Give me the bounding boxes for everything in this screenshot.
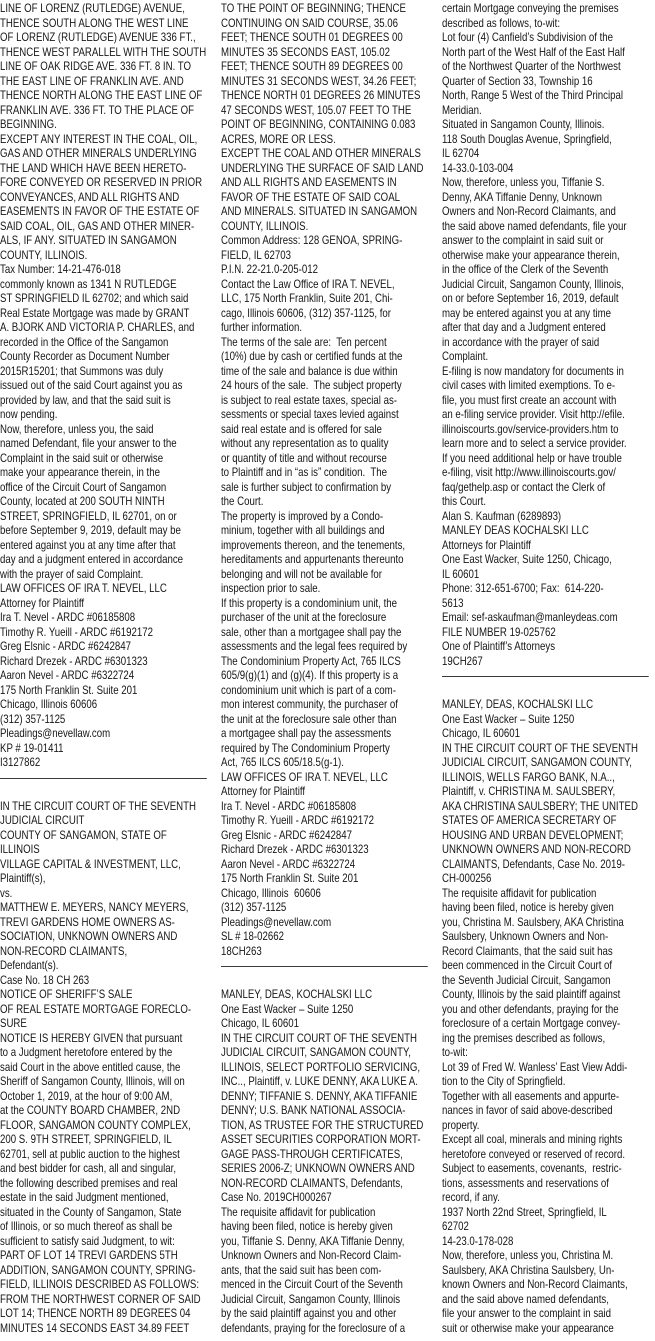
text-line: NON-RECORD CLAIMANTS, bbox=[0, 943, 128, 958]
text-line: Chicago, IL 60601 bbox=[221, 1016, 300, 1030]
text-line: P.I.N. 22-21.0-205-012 bbox=[221, 262, 318, 276]
text-line: OF LORENZ (RUTLEDGE) AVENUE 336 FT., bbox=[0, 30, 196, 44]
text-line: Together with all easements and appurte- bbox=[442, 1088, 620, 1103]
text-line: ALS, IF ANY. SITUATED IN SANGAMON bbox=[0, 233, 177, 247]
text-line: The Condominium Property Act, 765 ILCS bbox=[221, 653, 401, 668]
text-line: Case No. 18 CH 263 bbox=[0, 972, 90, 987]
text-line: CLAIMANTS, Defendants, Case No. 2019- bbox=[442, 856, 625, 871]
text-line: named Defendant, file your answer to the bbox=[0, 436, 177, 450]
text-line: Now, therefore, unless you, the said bbox=[0, 421, 154, 436]
text-line: ants, that the said suit has been com- bbox=[221, 1262, 382, 1277]
text-line: belonging and will not be available for bbox=[221, 566, 383, 581]
text-line: DENNY; TIFFANIE S. DENNY, AKA TIFFANIE bbox=[221, 1088, 418, 1103]
text-line: 62702 bbox=[442, 1219, 469, 1233]
text-line: Tax Number: 14-21-476-018 bbox=[0, 262, 121, 276]
text-line: in accordance with the prayer of said bbox=[442, 334, 600, 349]
text-line: Ira T. Nevel - ARDC #06185808 bbox=[0, 610, 136, 624]
text-line: County, located at 200 SOUTH NINTH bbox=[0, 494, 165, 508]
text-line: 14-33.0-103-004 bbox=[442, 160, 514, 175]
text-line: FIELD, IL 62703 bbox=[221, 247, 291, 262]
text-line: STATES OF AMERICA SECRETARY OF bbox=[442, 813, 617, 827]
text-line: HOUSING AND URBAN DEVELOPMENT; bbox=[442, 827, 624, 842]
text-line: of Illinois, or so much thereof as shall be bbox=[0, 1219, 173, 1233]
text-line: FLOOR, SANGAMON COUNTY COMPLEX, bbox=[0, 1117, 191, 1132]
text-line: IN THE CIRCUIT COURT OF THE SEVENTH bbox=[0, 798, 196, 813]
text-line: Now, therefore, unless you, Christina M. bbox=[442, 1248, 614, 1262]
text-line: ADDITION, SANGAMON COUNTY, SPRING- bbox=[0, 1262, 196, 1277]
text-line: KP # 19-01411 bbox=[0, 740, 64, 755]
text-line: October 1, 2019, at the hour of 9:00 AM, bbox=[0, 1088, 173, 1103]
notice-sheriffs-sale-18ch263-continued bbox=[221, 1, 428, 958]
text-line: Situated in Sangamon County, Illinois. bbox=[442, 117, 605, 131]
text-line: Ira T. Nevel - ARDC #06185808 bbox=[221, 798, 357, 813]
text-line: CONVEYANCES, AND ALL RIGHTS AND bbox=[0, 189, 180, 204]
text-line: Attorneys for Plaintiff bbox=[442, 537, 531, 552]
text-line: nances in favor of said above-described bbox=[442, 1103, 613, 1117]
text-line: Subject to easements, covenants, restric- bbox=[442, 1161, 622, 1175]
text-line: Lot four (4) Canfield’s Subdivision of the bbox=[442, 30, 614, 44]
text-line: LLC, 175 North Franklin, Suite 201, Chi- bbox=[221, 291, 393, 305]
column-1-content bbox=[0, 1, 207, 1335]
text-line: having been filed, notice is hereby given bbox=[442, 900, 614, 914]
text-line: commonly known as 1341 N RUTLEDGE bbox=[0, 276, 177, 291]
text-line: SL # 18-02662 bbox=[221, 929, 284, 943]
text-line: Pleadings@nevellaw.com bbox=[0, 726, 111, 740]
text-line: A. BJORK AND VICTORIA P. CHARLES, and bbox=[0, 320, 195, 334]
text-line: 2015R15201; that Summons was duly bbox=[0, 363, 164, 378]
text-line: AND MINERALS. SITUATED IN SANGAMON bbox=[221, 204, 418, 218]
text-line: with the prayer of said Complaint. bbox=[0, 566, 144, 581]
text-line: civil cases with limited exemptions. To e- bbox=[442, 378, 616, 392]
text-line: LAW OFFICES OF IRA T. NEVEL, LLC bbox=[0, 581, 167, 595]
text-line: Saulsbery, AKA Christina Saulsbery, Un- bbox=[442, 1262, 615, 1277]
text-line: Plaintiff, v. CHRISTINA M. SAULSBERY, bbox=[442, 784, 616, 798]
text-line: Aaron Nevel - ARDC #6322724 bbox=[221, 856, 356, 871]
text-line: heretofore conveyed or reserved of record. bbox=[442, 1146, 626, 1161]
text-line: THENCE NORTH ALONG THE EAST LINE OF bbox=[0, 88, 203, 102]
text-line: property. bbox=[442, 1117, 480, 1132]
text-line: AKA CHRISTINA SAULSBERY; THE UNITED bbox=[442, 798, 638, 813]
text-line: provided by law, and that the said suit is bbox=[0, 392, 171, 407]
text-line: NON-RECORD CLAIMANTS, Defendants, bbox=[221, 1175, 403, 1190]
text-line: you, Tiffanie S. Denny, AKA Tiffanie Denny, bbox=[221, 1233, 405, 1248]
text-line: EXCEPT THE COAL AND OTHER MINERALS bbox=[221, 146, 421, 160]
text-line: 24 hours of the sale. The subject property bbox=[221, 378, 402, 392]
text-line: MANLEY DEAS KOCHALSKI LLC bbox=[442, 523, 589, 537]
text-line: Owners and Non-Record Claimants, and bbox=[442, 204, 616, 218]
text-line: 18CH263 bbox=[221, 943, 262, 958]
text-line: North part of the West Half of the East Half bbox=[442, 44, 625, 59]
notice-denny-2019ch000267 bbox=[221, 987, 428, 1335]
text-line: to a Judgment heretofore entered by the bbox=[0, 1045, 173, 1059]
text-line: County, Illinois by the said plaintiff against bbox=[442, 987, 621, 1001]
text-line: learn more and to select a service provider. bbox=[442, 436, 627, 450]
text-line: CH-000256 bbox=[442, 871, 492, 885]
text-line: FRANKLIN AVE. 336 FT. TO THE PLACE OF bbox=[0, 102, 195, 117]
text-line: Plaintiff(s), bbox=[0, 871, 46, 885]
text-line: FIELD, ILLINOIS DESCRIBED AS FOLLOWS: bbox=[0, 1277, 200, 1291]
column-3-content bbox=[442, 1, 649, 1335]
text-line: otherwise make your appearance therein, bbox=[442, 247, 620, 262]
text-line: One East Wacker – Suite 1250 bbox=[442, 711, 575, 726]
text-line: sessments or special taxes levied against bbox=[221, 407, 399, 421]
text-line: Now, therefore, unless you, Tiffanie S. bbox=[442, 175, 605, 189]
text-line: the Seventh Judicial Circuit, Sangamon bbox=[442, 972, 611, 987]
text-line: is subject to real estate taxes, special as- bbox=[221, 392, 398, 407]
text-line: Attorney for Plaintiff bbox=[0, 595, 85, 610]
text-line: LOT 14; THENCE NORTH 89 DEGREES 04 bbox=[0, 1306, 191, 1320]
text-line: THENCE NORTH 01 DEGREES 26 MINUTES bbox=[221, 88, 421, 102]
text-line: issued out of the said Court against you as bbox=[0, 378, 183, 392]
text-line: ILLINOIS, WELLS FARGO BANK, N.A.., bbox=[442, 769, 615, 784]
text-line: FROM THE NORTHWEST CORNER OF SAID bbox=[0, 1291, 201, 1306]
text-line: file, you must first create an account with bbox=[442, 392, 617, 407]
text-line: Defendant(s). bbox=[0, 958, 59, 972]
text-line: said real estate and is offered for sale bbox=[221, 421, 382, 436]
text-line: One East Wacker, Suite 1250, Chicago, bbox=[442, 552, 612, 566]
text-line: Meridian. bbox=[442, 102, 482, 117]
text-line: improvements thereon, and the tenements, bbox=[221, 537, 406, 552]
text-line: e-filing, visit http://www.illinoiscourts.gov/ bbox=[442, 465, 616, 479]
text-line: condominium unit which is part of a com- bbox=[221, 682, 396, 697]
text-line: sale, other than a mortgagee shall pay the bbox=[221, 624, 402, 639]
text-line: VILLAGE CAPITAL & INVESTMENT, LLC, bbox=[0, 856, 181, 871]
text-line: answer to the complaint in said suit or bbox=[442, 233, 604, 247]
text-line: at the COUNTY BOARD CHAMBER, 2ND bbox=[0, 1103, 181, 1117]
column-3 bbox=[442, 1, 649, 1339]
text-line: SERIES 2006-Z; UNKNOWN OWNERS AND bbox=[221, 1161, 415, 1175]
text-line: EXCEPT ANY INTEREST IN THE COAL, OIL, bbox=[0, 131, 198, 146]
notice-divider bbox=[221, 966, 428, 967]
text-line: in the office of the Clerk of the Seventh bbox=[442, 262, 609, 276]
text-line: Lot 39 of Fred W. Wanless’ East View Addi- bbox=[442, 1059, 628, 1074]
text-line: MATTHEW E. MEYERS, NANCY MEYERS, bbox=[0, 900, 189, 914]
text-line: FORE CONVEYED OR RESERVED IN PRIOR bbox=[0, 175, 203, 189]
text-line: SURE bbox=[0, 1016, 27, 1030]
text-line: FILE NUMBER 19-025762 bbox=[442, 624, 556, 639]
text-line: sale is further subject to confirmation by bbox=[221, 479, 392, 494]
text-line: Sheriff of Sangamon County, Illinois, will on bbox=[0, 1074, 185, 1088]
text-line: mon interest community, the purchaser of bbox=[221, 697, 398, 711]
text-line: said Court in the above entitled cause, the bbox=[0, 1059, 181, 1074]
text-line: recorded in the Office of the Sangamon bbox=[0, 334, 169, 349]
text-line: sufficient to satisfy said Judgment, to wit: bbox=[0, 1233, 175, 1248]
text-line: SOCIATION, UNKNOWN OWNERS AND bbox=[0, 929, 178, 943]
text-line: situated in the County of Sangamon, State bbox=[0, 1204, 182, 1219]
text-line: I3127862 bbox=[0, 755, 41, 769]
text-line: BEGINNING. bbox=[0, 117, 57, 131]
text-line: GAGE PASS-THROUGH CERTIFICATES, bbox=[221, 1146, 403, 1161]
text-line: 200 S. 9TH STREET, SPRINGFIELD, IL bbox=[0, 1132, 172, 1146]
text-line: known Owners and Non-Record Claimants, bbox=[442, 1277, 628, 1291]
text-line: COUNTY, ILLINOIS. bbox=[221, 218, 309, 233]
text-line: Except all coal, minerals and mining rights bbox=[442, 1132, 623, 1146]
text-line: IN THE CIRCUIT COURT OF THE SEVENTH bbox=[442, 740, 638, 755]
text-line: MINUTES 14 SECONDS EAST 34.89 FEET bbox=[0, 1320, 190, 1335]
text-line: Common Address: 128 GENOA, SPRING- bbox=[221, 233, 403, 247]
text-line: Denny, AKA Tiffanie Denny, Unknown bbox=[442, 189, 602, 204]
text-line: by the said plaintiff against you and other bbox=[221, 1306, 397, 1320]
text-line: after that day and a Judgment entered bbox=[442, 320, 606, 334]
text-line: 175 North Franklin St. Suite 201 bbox=[221, 871, 359, 885]
text-line: OF REAL ESTATE MORTGAGE FORECLO- bbox=[0, 1001, 192, 1016]
text-line: foreclosure of a certain Mortgage convey- bbox=[442, 1016, 621, 1030]
text-line: entered against you at any time after that bbox=[0, 537, 176, 552]
text-line: Email: sef-askaufman@manleydeas.com bbox=[442, 610, 618, 624]
text-line: Unknown Owners and Non-Record Claim- bbox=[221, 1248, 402, 1262]
text-line: FEET; THENCE SOUTH 01 DEGREES 00 bbox=[221, 30, 403, 44]
text-line: JUDICIAL CIRCUIT, SANGAMON COUNTY, bbox=[221, 1045, 411, 1059]
text-line: tion to the City of Springfield. bbox=[442, 1074, 566, 1088]
text-line: to Plaintiff and in “as is” condition. The bbox=[221, 465, 388, 479]
text-line: Pleadings@nevellaw.com bbox=[221, 914, 332, 929]
text-line: Quarter of Section 33, Township 16 bbox=[442, 73, 593, 88]
column-2-content bbox=[221, 1, 428, 1335]
text-line: ASSET SECURITIES CORPORATION MORT- bbox=[221, 1132, 421, 1146]
notice-denny-2019ch000267-continued bbox=[442, 1, 649, 668]
text-line: LAW OFFICES OF IRA T. NEVEL, LLC bbox=[221, 769, 388, 784]
text-line: 47 SECONDS WEST, 105.07 FEET TO THE bbox=[221, 102, 412, 117]
text-line: County Recorder as Document Number bbox=[0, 349, 170, 363]
text-line: The terms of the sale are: Ten percent bbox=[221, 334, 387, 349]
text-line: TREVI GARDENS HOME OWNERS AS- bbox=[0, 914, 175, 929]
text-line: Real Estate Mortgage was made by GRANT bbox=[0, 305, 190, 320]
text-line: the Court. bbox=[221, 494, 264, 508]
notice-divider bbox=[442, 676, 649, 677]
text-line: 175 North Franklin St. Suite 201 bbox=[0, 682, 138, 697]
text-line: certain Mortgage conveying the premises bbox=[442, 1, 619, 15]
text-line: Attorney for Plaintiff bbox=[221, 784, 306, 798]
text-line: defendants, praying for the foreclosure of a bbox=[221, 1320, 406, 1335]
text-line: may be entered against you at any time bbox=[442, 305, 612, 320]
text-line: Chicago, Illinois 60606 bbox=[221, 885, 321, 900]
text-line: NOTICE OF SHERIFF’S SALE bbox=[0, 987, 133, 1001]
text-line: 5613 bbox=[442, 595, 464, 610]
text-line: Aaron Nevel - ARDC #6322724 bbox=[0, 668, 135, 682]
text-line: without any representation as to quality bbox=[221, 436, 389, 450]
text-line: 1937 North 22nd Street, Springfield, IL bbox=[442, 1204, 607, 1219]
text-line: SAID COAL, OIL, GAS AND OTHER MINER- bbox=[0, 218, 195, 233]
text-line: The requisite affidavit for publication bbox=[442, 885, 597, 900]
text-line: IL 62704 bbox=[442, 146, 480, 160]
text-line: NOTICE IS HEREBY GIVEN that pursuant bbox=[0, 1030, 183, 1045]
text-line: Greg Elsnic - ARDC #6242847 bbox=[0, 639, 131, 653]
text-line: FEET; THENCE SOUTH 89 DEGREES 00 bbox=[221, 59, 403, 73]
text-line: DENNY; U.S. BANK NATIONAL ASSOCIA- bbox=[221, 1103, 406, 1117]
text-line: FAVOR OF THE ESTATE OF SAID COAL bbox=[221, 189, 400, 204]
text-line: THENCE WEST PARALLEL WITH THE SOUTH bbox=[0, 44, 207, 59]
text-line: ing the premises described as follows, bbox=[442, 1030, 606, 1045]
text-line: CONTINUING ON SAID COURSE, 35.06 bbox=[221, 15, 399, 30]
text-line: GAS AND OTHER MINERALS UNDERLYING bbox=[0, 146, 197, 160]
text-line: LINE OF LORENZ (RUTLEDGE) AVENUE, bbox=[0, 1, 185, 15]
text-line: UNDERLYING THE SURFACE OF SAID LAND bbox=[221, 160, 424, 175]
text-line: to-wit: bbox=[442, 1045, 468, 1059]
text-line: POINT OF BEGINNING, CONTAINING 0.083 bbox=[221, 117, 416, 131]
notice-divider bbox=[0, 778, 207, 779]
text-line: Complaint in the said suit or otherwise bbox=[0, 450, 164, 465]
text-line: If you need additional help or have trouble bbox=[442, 450, 622, 465]
text-line: Timothy R. Yueill - ARDC #6192172 bbox=[221, 813, 374, 827]
text-line: TION, AS TRUSTEE FOR THE STRUCTURED bbox=[221, 1117, 424, 1132]
text-line: of the Northwest Quarter of the Northwest bbox=[442, 59, 621, 73]
text-line: suit or otherwise make your appearance bbox=[442, 1320, 614, 1335]
text-line: the said above named defendants, file your bbox=[442, 218, 627, 233]
text-line: now pending. bbox=[0, 407, 58, 421]
text-line: ILLINOIS bbox=[0, 842, 40, 856]
text-line: Richard Drezek - ARDC #6301323 bbox=[221, 842, 369, 856]
text-line: IN THE CIRCUIT COURT OF THE SEVENTH bbox=[221, 1030, 417, 1045]
text-line: Phone: 312-651-6700; Fax: 614-220- bbox=[442, 581, 604, 595]
text-line: this Court. bbox=[442, 494, 486, 508]
text-line: and the said above named defendants, bbox=[442, 1291, 609, 1306]
text-line: Chicago, Illinois 60606 bbox=[0, 697, 98, 711]
text-line: 62701, sell at public auction to the highest bbox=[0, 1146, 180, 1161]
text-line: Case No. 2019CH000267 bbox=[221, 1190, 332, 1204]
text-line: Greg Elsnic - ARDC #6242847 bbox=[221, 827, 352, 842]
text-line: Judicial Circuit, Sangamon County, Illinois, bbox=[442, 276, 624, 291]
text-line: INC.., Plaintiff, v. LUKE DENNY, AKA LUKE A. bbox=[221, 1074, 418, 1088]
text-line: file your answer to the complaint in said bbox=[442, 1306, 612, 1320]
text-line: ST SPRINGFIELD IL 62702; and which said bbox=[0, 291, 189, 305]
text-line: 605/9(g)(1) and (g)(4). If this property is a bbox=[221, 668, 399, 682]
text-line: North, Range 5 West of the Third Principal bbox=[442, 88, 624, 102]
text-line: (312) 357-1125 bbox=[221, 900, 287, 914]
text-line: COUNTY, ILLINOIS. bbox=[0, 247, 88, 262]
text-line: EASEMENTS IN FAVOR OF THE ESTATE OF bbox=[0, 204, 200, 218]
text-line: COUNTY OF SANGAMON, STATE OF bbox=[0, 827, 167, 842]
text-line: office of the Circuit Court of Sangamon bbox=[0, 479, 167, 494]
text-line: before September 9, 2019, default may be bbox=[0, 523, 181, 537]
text-line: 118 South Douglas Avenue, Springfield, bbox=[442, 131, 612, 146]
text-line: Richard Drezek - ARDC #6301323 bbox=[0, 653, 148, 668]
text-line: 14-23.0-178-028 bbox=[442, 1233, 514, 1248]
text-line: One East Wacker – Suite 1250 bbox=[221, 1001, 354, 1016]
notice-saulsbery-2019ch000256 bbox=[442, 697, 649, 1335]
text-line: The property is improved by a Condo- bbox=[221, 508, 384, 523]
text-line: minium, together with all buildings and bbox=[221, 523, 385, 537]
text-line: MANLEY, DEAS, KOCHALSKI LLC bbox=[442, 697, 594, 711]
text-line: the unit at the foreclosure sale other than bbox=[221, 711, 397, 726]
text-line: a mortgagee shall pay the assessments bbox=[221, 726, 392, 740]
text-line: LINE OF OAK RIDGE AVE. 336 FT. 8 IN. TO bbox=[0, 59, 192, 73]
text-line: THENCE SOUTH ALONG THE WEST LINE bbox=[0, 15, 189, 30]
text-line: E-filing is now mandatory for documents in bbox=[442, 363, 624, 378]
text-line: AND ALL RIGHTS AND EASEMENTS IN bbox=[221, 175, 397, 189]
text-line: Alan S. Kaufman (6289893) bbox=[442, 508, 562, 523]
text-line: record, if any. bbox=[442, 1190, 500, 1204]
text-line: Complaint. bbox=[442, 349, 489, 363]
notice-sheriffs-sale-18ch263 bbox=[0, 799, 207, 1336]
text-line: and best bidder for cash, all and singular, bbox=[0, 1161, 177, 1175]
text-line: or quantity of title and without recourse bbox=[221, 450, 387, 465]
text-line: further information. bbox=[221, 320, 303, 334]
text-line: If this property is a condominium unit, the bbox=[221, 595, 398, 610]
text-line: purchaser of the unit at the foreclosure bbox=[221, 610, 387, 624]
text-line: STREET, SPRINGFIELD, IL 62701, on or bbox=[0, 508, 177, 523]
text-line: faq/gethelp.asp or contact the Clerk of bbox=[442, 479, 606, 494]
text-line: required by The Condominium Property bbox=[221, 740, 390, 755]
text-line: menced in the Circuit Court of the Seventh bbox=[221, 1277, 403, 1291]
text-line: make your appearance therein, in the bbox=[0, 465, 160, 479]
text-line: you, Christina M. Saulsbery, AKA Christina bbox=[442, 914, 624, 929]
notice-bjork-charles-continued bbox=[0, 1, 207, 770]
text-line: MINUTES 35 SECONDS EAST, 105.02 bbox=[221, 44, 391, 59]
text-line: tions, assessments and reservations of bbox=[442, 1175, 609, 1190]
text-line: hereditaments and appurtenants thereunto bbox=[221, 552, 404, 566]
text-line: (10%) due by cash or certified funds at the bbox=[221, 349, 403, 363]
text-line: day and a judgment entered in accordance bbox=[0, 552, 184, 566]
text-line: The requisite affidavit for publication bbox=[221, 1204, 376, 1219]
text-line: Contact the Law Office of IRA T. NEVEL, bbox=[221, 276, 395, 291]
text-line: One of Plaintiff’s Attorneys bbox=[442, 639, 556, 653]
text-line: time of the sale and balance is due within bbox=[221, 363, 398, 378]
text-line: vs. bbox=[0, 885, 13, 900]
text-line: UNKNOWN OWNERS AND NON-RECORD bbox=[442, 842, 631, 856]
text-line: MANLEY, DEAS, KOCHALSKI LLC bbox=[221, 987, 373, 1001]
text-line: THE LAND WHICH HAVE BEEN HERETO- bbox=[0, 160, 187, 175]
text-line: ACRES, MORE OR LESS. bbox=[221, 131, 336, 146]
text-line: (312) 357-1125 bbox=[0, 711, 66, 726]
column-2 bbox=[221, 1, 428, 1339]
text-line: an e-filing service provider. Visit http://efile. bbox=[442, 407, 625, 421]
text-line: you and other defendants, praying for the bbox=[442, 1001, 619, 1016]
text-line: cago, Illinois 60606, (312) 357-1125, for bbox=[221, 305, 391, 320]
text-line: illinoiscourts.gov/service-providers.htm to bbox=[442, 421, 619, 436]
text-line: ILLINOIS, SELECT PORTFOLIO SERVICING, bbox=[221, 1059, 421, 1074]
text-line: 19CH267 bbox=[442, 653, 483, 668]
text-line: Saulsbery, Unknown Owners and Non- bbox=[442, 929, 609, 943]
text-line: assessments and the legal fees required by bbox=[221, 639, 408, 653]
text-line: JUDICIAL CIRCUIT bbox=[0, 813, 85, 827]
text-line: on or before September 16, 2019, default bbox=[442, 291, 619, 305]
text-line: MINUTES 31 SECONDS WEST, 34.26 FEET; bbox=[221, 73, 417, 88]
text-line: TO THE POINT OF BEGINNING; THENCE bbox=[221, 1, 406, 15]
text-line: JUDICIAL CIRCUIT, SANGAMON COUNTY, bbox=[442, 755, 632, 769]
text-line: IL 60601 bbox=[442, 566, 480, 581]
text-line: PART OF LOT 14 TREVI GARDENS 5TH bbox=[0, 1248, 178, 1262]
text-line: the following described premises and real bbox=[0, 1175, 178, 1190]
text-line: Act, 765 ILCS 605/18.5(g-1). bbox=[221, 755, 344, 769]
text-line: THE EAST LINE OF FRANKLIN AVE. AND bbox=[0, 73, 184, 88]
text-line: described as follows, to-wit: bbox=[442, 15, 561, 30]
column-1 bbox=[0, 1, 207, 1339]
text-line: Judicial Circuit, Sangamon County, Illinois bbox=[221, 1291, 401, 1306]
text-line: Timothy R. Yueill - ARDC #6192172 bbox=[0, 624, 153, 639]
text-line: inspection prior to sale. bbox=[221, 581, 321, 595]
text-line: been commenced in the Circuit Court of bbox=[442, 958, 613, 972]
text-line: estate in the said Judgment mentioned, bbox=[0, 1190, 169, 1204]
text-line: Record Claimants, that the said suit has bbox=[442, 943, 613, 958]
text-line: Chicago, IL 60601 bbox=[442, 726, 521, 740]
text-line: having been filed, notice is hereby given bbox=[221, 1219, 393, 1233]
